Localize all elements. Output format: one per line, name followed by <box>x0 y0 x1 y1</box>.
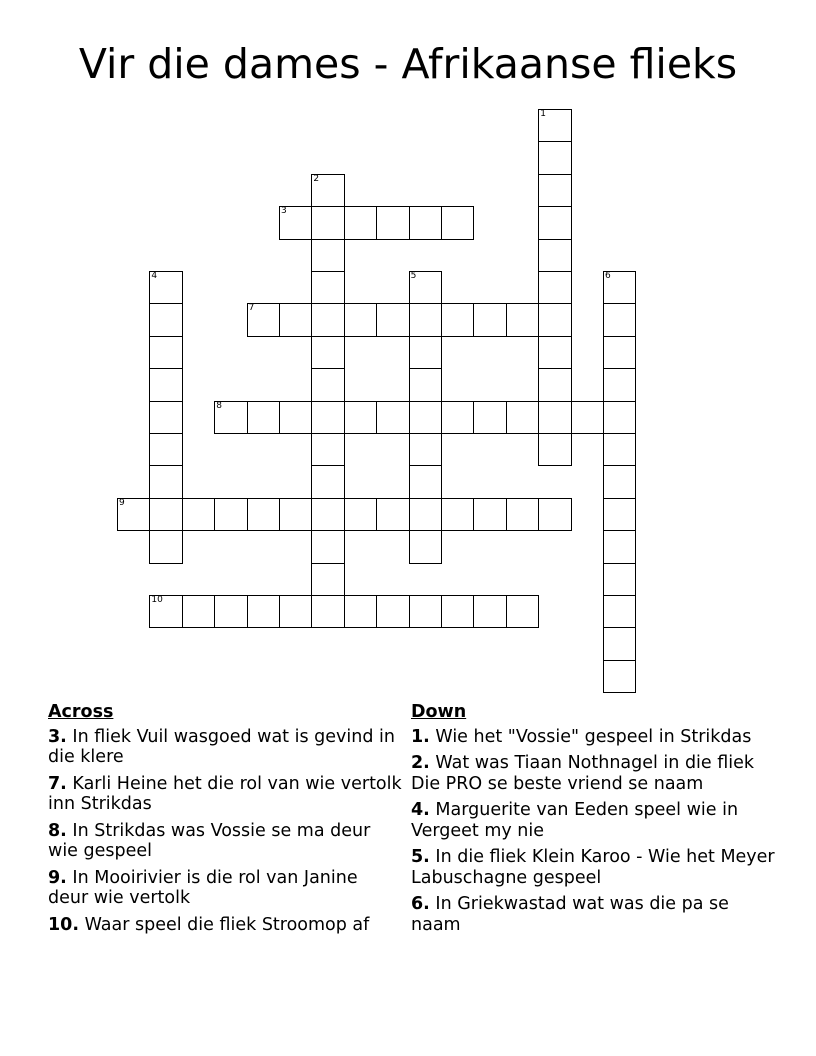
grid-cell[interactable] <box>279 303 312 336</box>
grid-cell[interactable] <box>538 336 571 369</box>
grid-cell[interactable] <box>603 563 636 596</box>
clue-number: 6. <box>411 894 430 914</box>
grid-cell[interactable] <box>603 498 636 531</box>
cell-number: 5 <box>410 271 417 281</box>
grid-cell[interactable] <box>506 498 539 531</box>
grid-cell[interactable] <box>247 498 280 531</box>
grid-cell[interactable] <box>344 595 377 628</box>
clue-text: In Strikdas was Vossie se ma deur wie gespeel <box>48 820 371 861</box>
grid-cell[interactable] <box>311 465 344 498</box>
grid-cell[interactable] <box>506 595 539 628</box>
grid-cell[interactable] <box>506 303 539 336</box>
grid-cell[interactable] <box>311 174 344 207</box>
grid-cell[interactable] <box>409 368 442 401</box>
grid-cell[interactable] <box>409 206 442 239</box>
grid-cell[interactable] <box>214 498 247 531</box>
grid-cell[interactable] <box>603 530 636 563</box>
grid-cell[interactable] <box>473 401 506 434</box>
grid-cell[interactable] <box>409 530 442 563</box>
grid-cell[interactable] <box>311 433 344 466</box>
grid-cell[interactable] <box>344 498 377 531</box>
grid-cell[interactable] <box>247 401 280 434</box>
grid-cell[interactable] <box>311 530 344 563</box>
grid-cell[interactable] <box>311 563 344 596</box>
clue-number: 1. <box>411 726 430 747</box>
clue-number: 7. <box>48 773 67 794</box>
clue-text: In die fliek Klein Karoo - Wie het Meyer Labuschagne gespeel <box>411 847 775 888</box>
grid-cell[interactable] <box>214 595 247 628</box>
grid-cell[interactable] <box>409 433 442 466</box>
grid-cell[interactable] <box>603 271 636 304</box>
grid-cell[interactable] <box>311 239 344 272</box>
grid-cell[interactable] <box>117 498 150 531</box>
grid-cell[interactable] <box>409 271 442 304</box>
grid-cell[interactable] <box>376 303 409 336</box>
grid-cell[interactable] <box>603 595 636 628</box>
cell-number: 10 <box>151 595 163 605</box>
clue-down-5 <box>411 847 781 888</box>
grid-cell[interactable] <box>311 595 344 628</box>
grid-cell[interactable] <box>311 401 344 434</box>
grid-cell[interactable] <box>149 433 182 466</box>
grid-cell[interactable] <box>149 368 182 401</box>
clue-number: 2. <box>411 753 430 773</box>
grid-cell[interactable] <box>538 433 571 466</box>
grid-cell[interactable] <box>409 401 442 434</box>
grid-cell[interactable] <box>441 498 474 531</box>
grid-cell[interactable] <box>149 498 182 531</box>
grid-cell[interactable] <box>149 465 182 498</box>
grid-cell[interactable] <box>344 303 377 336</box>
grid-cell[interactable] <box>603 336 636 369</box>
grid-cell[interactable] <box>441 401 474 434</box>
grid-cell[interactable] <box>473 498 506 531</box>
grid-cell[interactable] <box>279 498 312 531</box>
grid-cell[interactable] <box>409 465 442 498</box>
grid-cell[interactable] <box>376 206 409 239</box>
grid-cell[interactable] <box>603 465 636 498</box>
grid-cell[interactable] <box>441 206 474 239</box>
clue-down-6 <box>411 894 781 935</box>
across-heading: Across <box>48 702 114 722</box>
grid-cell[interactable] <box>538 109 571 142</box>
grid-cell[interactable] <box>311 303 344 336</box>
cell-number: 4 <box>151 271 158 281</box>
grid-cell[interactable] <box>441 595 474 628</box>
grid-cell[interactable] <box>603 368 636 401</box>
grid-cell[interactable] <box>311 206 344 239</box>
cell-number: 7 <box>248 303 255 314</box>
grid-cell[interactable] <box>409 595 442 628</box>
grid-cell[interactable] <box>538 239 571 272</box>
clue-number: 3. <box>48 726 67 747</box>
grid-cell[interactable] <box>149 271 182 304</box>
grid-cell[interactable] <box>571 401 604 434</box>
grid-cell[interactable] <box>311 368 344 401</box>
clue-down-4 <box>411 800 781 841</box>
grid-cell[interactable] <box>311 336 344 369</box>
grid-cell[interactable] <box>376 595 409 628</box>
clue-text: Marguerite van Eeden speel wie in Vergeet my nie <box>411 800 739 841</box>
clue-number: 9. <box>48 867 67 888</box>
grid-cell[interactable] <box>149 595 182 628</box>
grid-cell[interactable] <box>311 271 344 304</box>
grid-cell[interactable] <box>247 595 280 628</box>
cell-number: 6 <box>605 271 611 281</box>
grid-cell[interactable] <box>538 401 571 434</box>
clue-text: Wie het "Vossie" gespeel in Strikdas <box>435 726 752 747</box>
clue-text: In Mooirivier is die rol van Janine deur wie vertolk <box>48 867 358 908</box>
clue-across-9 <box>48 868 403 909</box>
grid-cell[interactable] <box>182 498 215 531</box>
grid-cell[interactable] <box>538 271 571 304</box>
down-heading: Down <box>411 702 467 722</box>
grid-cell[interactable] <box>603 303 636 336</box>
clue-number: 10. <box>48 914 80 935</box>
grid-cell[interactable] <box>603 627 636 660</box>
clue-down-1 <box>411 727 781 748</box>
grid-cell[interactable] <box>311 498 344 531</box>
cell-number: 2 <box>313 173 320 184</box>
cell-number: 8 <box>216 400 222 411</box>
clue-across-8 <box>48 821 403 862</box>
grid-cell[interactable] <box>603 660 636 693</box>
clue-across-10 <box>48 915 403 936</box>
grid-cell[interactable] <box>603 401 636 434</box>
clue-text: Wat was Tiaan Nothnagel in die fliek Die PRO se beste vriend se naam <box>411 753 755 794</box>
grid-cell[interactable] <box>506 401 539 434</box>
grid-cell[interactable] <box>182 595 215 628</box>
clue-text: Waar speel die fliek Stroomop af <box>84 914 370 935</box>
cell-number: 1 <box>540 109 546 119</box>
clue-down-2 <box>411 753 781 794</box>
grid-cell[interactable] <box>344 206 377 239</box>
grid-cell[interactable] <box>538 206 571 239</box>
grid-cell[interactable] <box>376 401 409 434</box>
grid-cell[interactable] <box>603 433 636 466</box>
clue-number: 5. <box>411 847 430 867</box>
grid-cell[interactable] <box>149 303 182 336</box>
clue-text: In fliek Vuil wasgoed wat is gevind in die klere <box>48 726 395 767</box>
cell-number: 9 <box>119 497 125 508</box>
grid-cell[interactable] <box>149 336 182 369</box>
grid-cell[interactable] <box>376 498 409 531</box>
clue-number: 8. <box>48 820 67 841</box>
clue-across-7 <box>48 774 403 815</box>
grid-cell[interactable] <box>279 206 312 239</box>
grid-cell[interactable] <box>538 303 571 336</box>
grid-cell[interactable] <box>409 336 442 369</box>
cell-number: 3 <box>281 206 287 217</box>
grid-cell[interactable] <box>344 401 377 434</box>
grid-cell[interactable] <box>214 401 247 434</box>
grid-cell[interactable] <box>473 303 506 336</box>
grid-cell[interactable] <box>441 303 474 336</box>
down-clues <box>411 702 781 941</box>
clue-text: Karli Heine het die rol van wie vertolk inn Strikdas <box>48 773 402 814</box>
clue-text: In Griekwastad wat was die pa se naam <box>411 894 729 935</box>
grid-cell[interactable] <box>279 401 312 434</box>
page-title: Vir die dames - Afrikaanse flieks <box>78 40 738 88</box>
grid-cell[interactable] <box>538 368 571 401</box>
grid-cell[interactable] <box>538 141 571 174</box>
clue-across-3 <box>48 727 403 768</box>
grid-cell[interactable] <box>538 174 571 207</box>
grid-cell[interactable] <box>409 498 442 531</box>
grid-cell[interactable] <box>149 401 182 434</box>
grid-cell[interactable] <box>473 595 506 628</box>
across-clues <box>48 702 403 941</box>
grid-cell[interactable] <box>538 498 571 531</box>
clue-number: 4. <box>411 800 430 820</box>
grid-cell[interactable] <box>409 303 442 336</box>
grid-cell[interactable] <box>247 303 280 336</box>
grid-cell[interactable] <box>279 595 312 628</box>
grid-cell[interactable] <box>149 530 182 563</box>
